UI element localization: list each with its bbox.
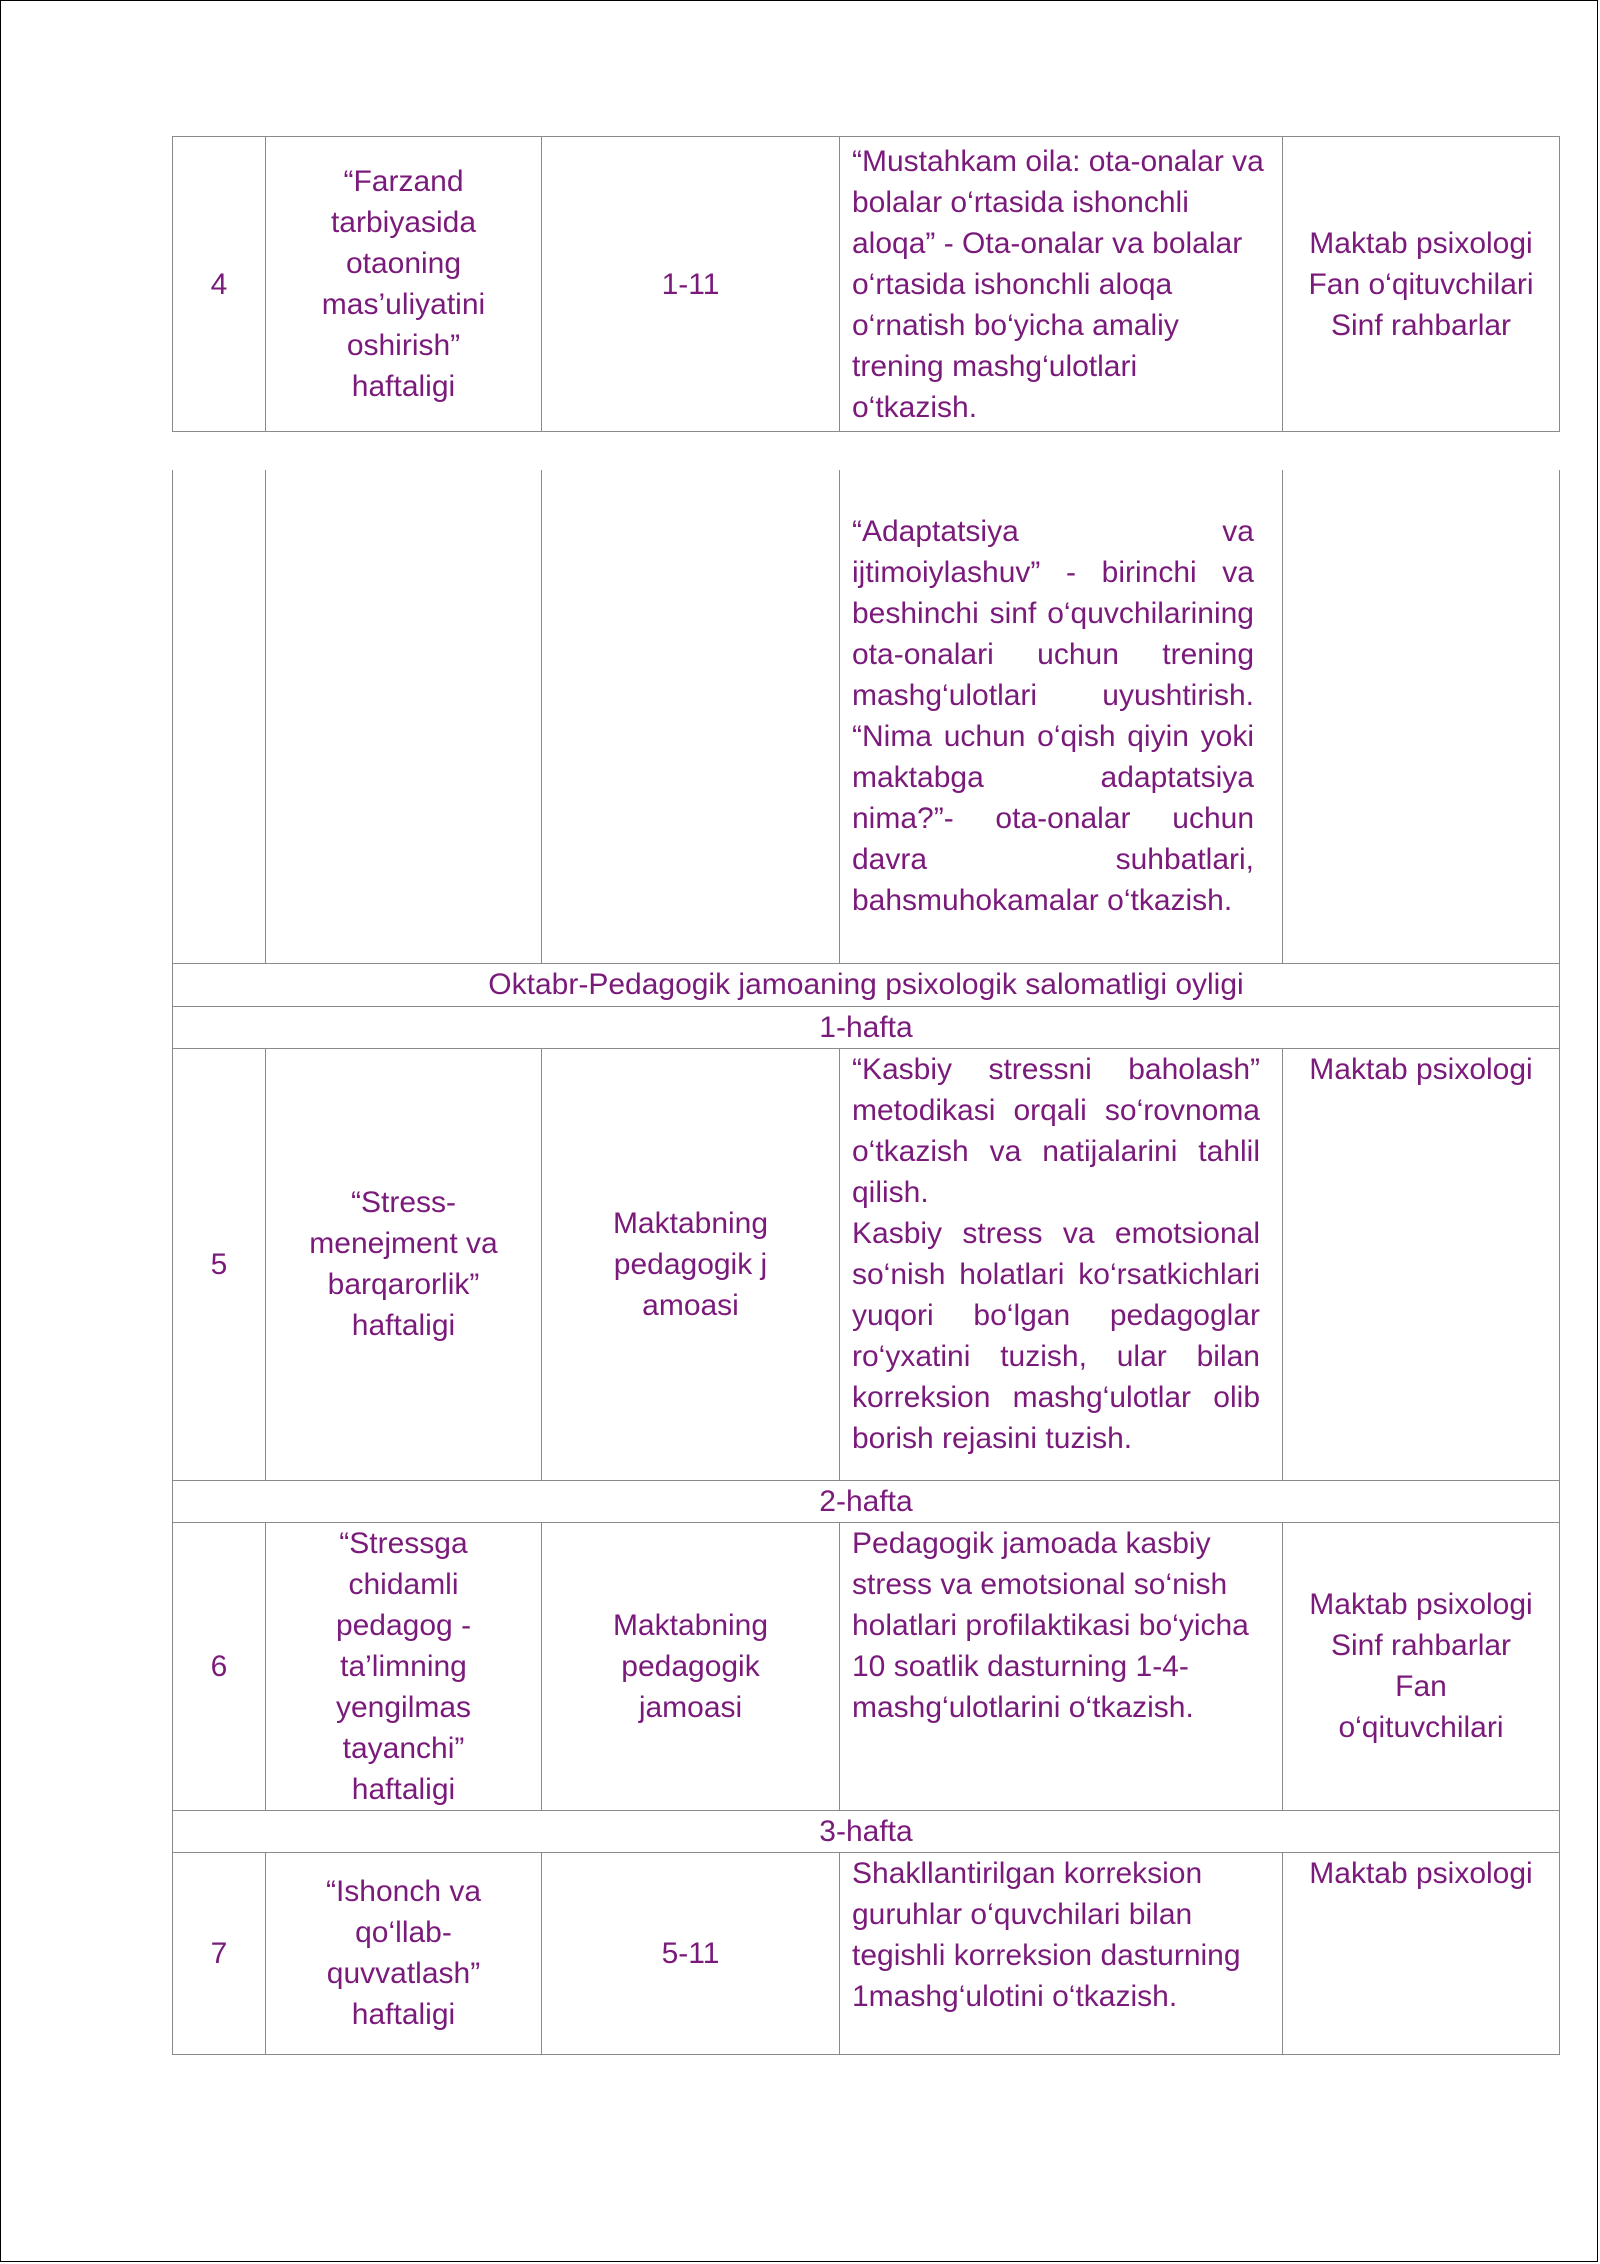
responsible-persons: Maktab psixologi Sinf rahbarlar Fan o‘qituvchilari [1283, 1522, 1560, 1810]
plan-table-main [172, 470, 1560, 2055]
row-number: 5 [173, 1048, 266, 1480]
week-header-row [173, 1006, 1560, 1048]
row-number: 6 [173, 1522, 266, 1810]
week-title: “Farzand tarbiyasida otaoning mas’uliyatini oshirish” haftaligi [266, 137, 542, 432]
target-classes: Maktabning pedagogik j amoasi [542, 1048, 840, 1480]
target-classes: 5-11 [542, 1852, 840, 2054]
week-title: “Ishonch va qo‘llab- quvvatlash” haftaligi [266, 1852, 542, 2054]
target-classes: Maktabning pedagogik jamoasi [542, 1522, 840, 1810]
table-row-6 [173, 1522, 1560, 1810]
row-number: 4 [173, 137, 266, 432]
activity-description: “Adaptatsiya va ijtimoiylashuv” - birinchi va beshinchi sinf o‘quvchilarining ota-onalari uchun trening mashg‘ulotlari uyushtirish. “Nima uchun o‘qish qiyin yoki maktabga adaptatsiya nima?”- ota-onalar uchun davra suhbatlari, bahsmuhokamalar o‘tkazish. [840, 470, 1283, 963]
activity-description: “Kasbiy stressni baholash” metodikasi orqali so‘rovnoma o‘tkazish va natijalarini tahlil qilish. Kasbiy stress va emotsional so‘nish holatlari ko‘rsatkichlari yuqori bo‘lgan pedagoglar ro‘yxatini tuzish, ular bilan korreksion mashg‘ulotlar olib borish rejasini tuzish. [840, 1048, 1283, 1480]
empty-cell [266, 470, 542, 963]
activity-description: Pedagogik jamoada kasbiy stress va emotsional so‘nish holatlari profilaktikasi bo‘yicha 10 soatlik dasturning 1-4-mashg‘ulotlarini o‘tkazish. [840, 1522, 1283, 1810]
table-row-7 [173, 1852, 1560, 2054]
target-classes: 1-11 [542, 137, 840, 432]
activity-description: “Mustahkam oila: ota-onalar va bolalar o‘rtasida ishonchli aloqa” - Ota-onalar va bolalar o‘rtasida ishonchli aloqa o‘rnatish bo‘yicha amaliy trening mashg‘ulotlari o‘tkazish. [840, 137, 1283, 432]
responsible-persons: Maktab psixologi [1283, 1852, 1560, 2054]
empty-cell [542, 470, 840, 963]
table-row-4 [173, 137, 1560, 432]
week-header-row [173, 1810, 1560, 1852]
row-number: 7 [173, 1852, 266, 2054]
table-row-5 [173, 1048, 1560, 1480]
week-header: 3-hafta [173, 1810, 1560, 1852]
week-header: 2-hafta [173, 1480, 1560, 1522]
table-row-4-continued [173, 470, 1560, 963]
activity-description: Shakllantirilgan korreksion guruhlar o‘quvchilari bilan tegishli korreksion dasturning 1mashg‘ulotini o‘tkazish. [840, 1852, 1283, 2054]
week-title: “Stressga chidamli pedagog - ta’limning yengilmas tayanchi” haftaligi [266, 1522, 542, 1810]
responsible-persons: Maktab psixologi [1283, 1048, 1560, 1480]
responsible-persons: Maktab psixologi Fan o‘qituvchilari Sinf rahbarlar [1283, 137, 1560, 432]
week-title: “Stress- menejment va barqarorlik” haftaligi [266, 1048, 542, 1480]
empty-cell [1283, 470, 1560, 963]
week-header-row [173, 1480, 1560, 1522]
plan-table-top [172, 136, 1560, 432]
month-header-row [173, 963, 1560, 1006]
week-header: 1-hafta [173, 1006, 1560, 1048]
month-header: Oktabr-Pedagogik jamoaning psixologik salomatligi oyligi [173, 963, 1560, 1006]
empty-cell [173, 470, 266, 963]
